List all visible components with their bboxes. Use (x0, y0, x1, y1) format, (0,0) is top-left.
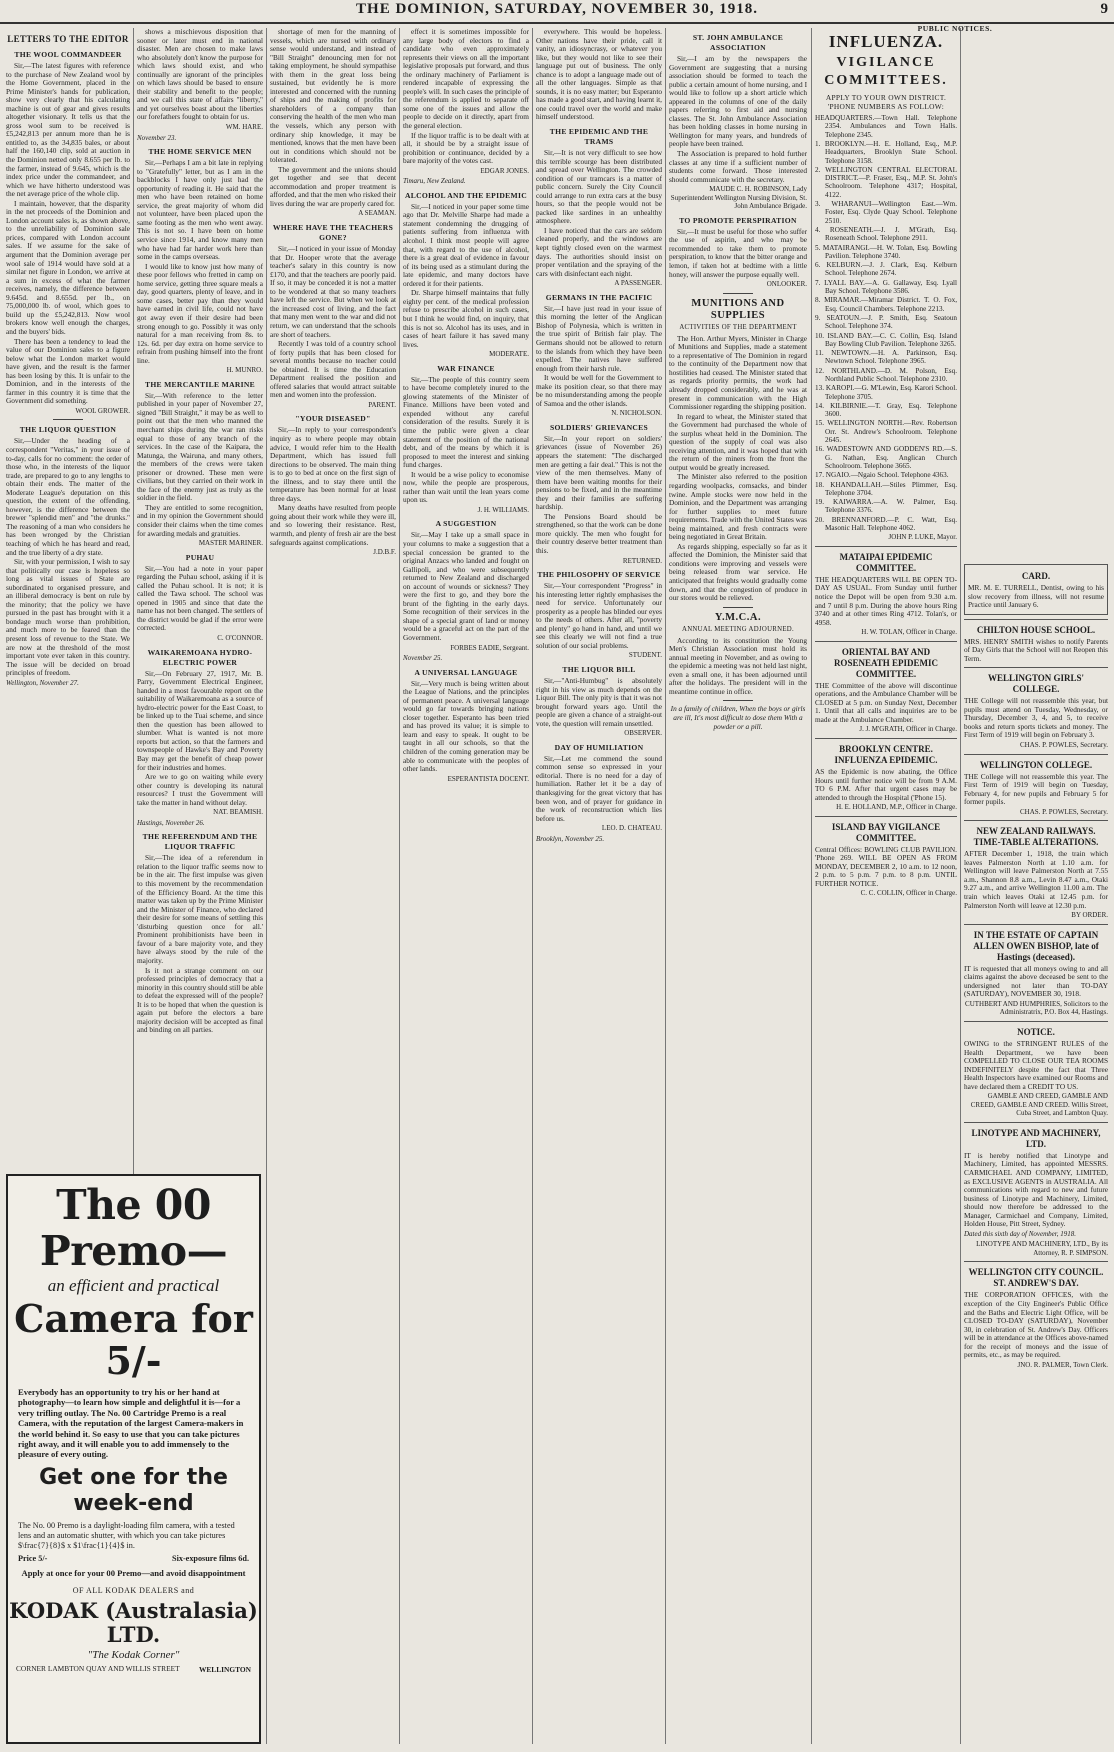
public-notices-label: PUBLIC NOTICES. (917, 24, 993, 33)
article-headline: MUNITIONS AND SUPPLIES (691, 297, 785, 321)
column-rule (266, 28, 267, 1744)
ad-city: WELLINGTON (198, 1664, 251, 1674)
article-paragraph: In regard to wheat, the Minister stated that the Government had purchased the whole of the surplus wheat held in the Dominion. The question of the supply of coal was also receiving attention, and it was hoped that with the return of the miners from the front the output would be greatly increased. (669, 411, 807, 472)
letter-signature: MASTER MARINER. (198, 539, 263, 548)
ymca-headline: Y.M.C.A. (714, 611, 762, 623)
section-heading-letters: LETTERS TO THE EDITOR (7, 34, 129, 44)
notice-signature: H. E. HOLLAND, M.P., Officer in Charge. (836, 803, 957, 812)
letter-heading: THE PHILOSOPHY OF SERVICE (537, 570, 661, 580)
notice-heading: IN THE ESTATE OF CAPTAIN ALLEN OWEN BISHOP, late of Hastings (deceased). (973, 929, 1099, 962)
district-item: 3. WHARANUI—Wellington East.—Wm. Foster, Esq. Clyde Quay School. Telephone 2510. (815, 200, 957, 225)
letter-paragraph: Sir,—Very much is being written about the League of Nations, and the principles of permanent peace. A universal language would go far towards bringing nations closer together. Esperanto has been tried and has proved its value; it is simple to learn and easy to speak. It ought to be taught in all our schools, so that the children of the coming generation may be able to communicate with the peoples of other lands. (403, 678, 529, 774)
letter-heading: THE HOME SERVICE MEN (148, 147, 252, 157)
mayor-signature: JOHN P. LUKE, Mayor. (888, 533, 957, 542)
district-item: 12. NORTHLAND.—D. M. Polson, Esq. Northland Public School. Telephone 2310. (815, 366, 957, 383)
ad-film-price: Six-exposure films 6d. (172, 1553, 249, 1563)
letter-paragraph: Sir,—With reference to the letter published in your paper of November 27, signed "Bill Straight," it may be as well to point out that the men who manned the merchant ships during the war ran risks equal to those of any branch of the services. In the case of the Kaipara, the Matunga, the Wairuna, and many others, the members of the crews were taken prisoner or drowned. These men were civilians, but they carried on their work in the face of the enemy just as truly as the soldier in the field. (137, 390, 263, 503)
letter-heading: THE MERCANTILE MARINE (144, 379, 256, 389)
notice-text: THE Committee of the above will discontinue operations, and the Ambulance Chamber will be CLOSED at 5 p.m. on Sunday Next, December 1. Until that all calls and inquiries are to be made at the Ambulance Chamber. (815, 680, 957, 724)
notice-text: THE College will not reassemble this year. The First Term of 1919 will begin on Tuesday, February 4, for new pupils and February 5 for former pupils. (964, 771, 1108, 807)
notice-signature: LINOTYPE AND MACHINERY, LTD., By its Attorney, R. P. SIMPSON. (976, 1240, 1108, 1257)
letter-paragraph: Sir,—It is not very difficult to see how this terrible scourge has been distributed and spread over Wellington. The crowded condition of our tramcars is a matter of public concern. Surely the City Council could arrange to run extra cars at the busy hours, so that the people would not be packed like sardines in an unhealthy atmosphere. (536, 148, 662, 226)
letter-dateline: November 25. (403, 654, 443, 663)
letter-heading: "YOUR DISEASED" (295, 414, 371, 424)
letter-paragraph: Is it not a strange comment on our professed principles of democracy that a minority in this country should still be able to defeat the expressed will of the people? It is to be hoped that when the question is again put before the electors a bare majority decision will be accepted as final and binding on all parties. (137, 965, 263, 1035)
letter-paragraph: The Pensions Board should be strengthened, so that the work can be done more quickly. The men who fought for their country deserve better treatment than this. (536, 511, 662, 555)
notice-text: IT is requested that all moneys owing to and all claims against the above deceased be sent to the undersigned not later than TO-DAY (SATURDAY), NOVEMBER 30, 1918. (964, 963, 1108, 999)
letter-heading: THE LIQUOR BILL (562, 665, 636, 674)
letter-heading: THE WOOL COMMANDEER (14, 50, 122, 59)
notice-heading: NEW ZEALAND RAILWAYS. TIME-TABLE ALTERATIONS. (973, 826, 1099, 848)
notice-signature: CHAS. P. POWLES, Secretary. (1019, 807, 1108, 816)
letter-paragraph: Sir, with your permission, I wish to say that politically our case is hopeless so long as vital issues of State are subordinated to organised pressure, and an illiberal democracy is bent on rule by the minority; that the policy we have pursued in the past has brought with it a bondage much worse than prohibition, and much more to be feared than the present loss of revenue to the State. We are now at the threshold of the most important vote ever taken in this country. The issue will be decided on broad principles of freedom. (6, 557, 130, 678)
notice-signature: J. J. M'GRATH, Officer in Charge. (859, 725, 957, 734)
district-item: 11. NEWTOWN.—H. A. Parkinson, Esq. Newtown School. Telephone 3965. (815, 349, 957, 366)
notice-heading: BROOKLYN CENTRE. INFLUENZA EPIDEMIC. (834, 744, 938, 765)
verse: In a family of children, When the boys or girls are ill, It's most difficult to dose them With a powder or a pill. (670, 704, 806, 731)
notice (964, 667, 1108, 749)
notice-signature: CHAS. P. POWLES, Secretary. (1019, 741, 1108, 750)
district-item: 18. KHANDALLAH.—Stiles Plimmer, Esq. Telephone 3704. (815, 480, 957, 497)
letter-signature: FORBES EADIE, Sergeant. (450, 643, 529, 652)
letter-paragraph: If the liquor traffic is to be dealt with at all, it should be by a straight issue of prohibition or continuance, decided by a bare majority of the votes cast. (403, 130, 529, 166)
article-paragraph: The Hon. Arthur Myers, Minister in Charge of Munitions and Supplies, made a statement to a representative of The Dominion in regard to the continuity of the Department now that hostilities had ceased. The Minister stated that as regards priority permits, the work had already dropped considerably, and he was at present in communication with the High Commissioner regarding the shipping position. (669, 333, 807, 412)
letter-signature: J.D.B.F. (373, 548, 396, 557)
letter-heading: THE EPIDEMIC AND THE TRAMS (549, 127, 649, 147)
notice-text: THE CORPORATION OFFICES, with the exception of the City Engineer's Public Office and the Baths and Electric Light Office, will be CLOSED TO-DAY (SATURDAY), November 30, in celebration of St. Andrew's Day. Officers will be in attendance at the Offices above-named for the receipt of moneys and the issue of permits, etc., as may be required. (964, 1290, 1108, 1360)
notice-signature: C. C. COLLIN, Officer in Charge. (860, 889, 957, 898)
letter-paragraph: Sir,—I am by the newspapers the Government are suggesting that a nursing association should be formed to teach the public a certain amount of home nursing, and I would like to follow up a short article which appeared in the columns of one of the daily papers referring to first aid and nursing classes. The St. John Ambulance Association has been holding classes in home nursing in Wellington for many years, and hundreds of people have been trained. (669, 54, 807, 149)
district-item: 14. KILBIRNIE.—T. Gray, Esq. Telephone 3600. (815, 401, 957, 419)
notice-signature: CUTHBERT AND HUMPHRIES, Solicitors to the Administratrix, P.O. Box 44, Hastings. (965, 999, 1108, 1017)
column-rule (532, 28, 533, 1744)
letter-paragraph: They are entitled to some recognition, and in my opinion the Government should consider their claims when the time comes for awarding medals and gratuities. (137, 502, 263, 538)
notice (964, 1122, 1108, 1258)
letter-paragraph: Sir,—You had a note in your paper regarding the Puhau school, asking if it is called the Puhau school. It is not; it is called the Tawa school. The school was opened in 1905 and since that date the name has not been changed. The settlers of the district would be glad if the error were corrected. (137, 563, 263, 633)
letter-heading: WHERE HAVE THE TEACHERS GONE? (272, 223, 394, 243)
letter-dateline: November 23. (137, 133, 177, 142)
column-4 (403, 28, 529, 1744)
ad-headline: The 00 Premo— (39, 1181, 228, 1275)
divider (53, 419, 83, 420)
notice-heading: WELLINGTON CITY COUNCIL. ST. ANDREW'S DAY. (968, 1267, 1104, 1289)
letter-heading: DAY OF HUMILIATION (554, 742, 644, 752)
letter-signature: NAT. BEAMISH. (213, 808, 263, 817)
column-7 (815, 28, 957, 1744)
letter-heading: WAR FINANCE (437, 363, 495, 373)
notice-heading: WELLINGTON COLLEGE. (979, 759, 1093, 770)
letter-paragraph: I maintain, however, that the disparity in the net proceeds of the Dominion and London account sales is, as shown above, to the unreliability of Dominion sale prices, compared with London account sales. If we assume for the sake of argument that the Dominion average per wool sale of 1914 would have sold at a similar net figure in London, we arrive at a sum in excess of what the farmer receives, namely, the difference between 9.645d. and 8.655d. per lb., on 75,000,000 lb. of wool, which goes to build up the £5,242,813. Now wool brokers know well enough the charges, and the buyers' bids. (6, 198, 130, 336)
column-8 (964, 560, 1108, 1744)
column-6 (669, 28, 807, 1744)
column-rule (811, 28, 812, 1744)
ad-camera-line: Camera for 5/- (14, 1296, 253, 1383)
district-item: HEADQUARTERS.—Town Hall. Telephone 2354. Ambulances and Town Halls. Telephone 2345. (815, 114, 957, 139)
notice-heading: ISLAND BAY VIGILANCE COMMITTEE. (831, 821, 941, 843)
letter-signature: MAUDE C. H. ROBINSON, Lady Superintendent Wellington Nursing Division, St. John Ambulance Brigade. (670, 185, 807, 211)
notice (815, 816, 957, 898)
notice-heading: MATAIPAI EPIDEMIC COMMITTEE. (839, 551, 933, 573)
letter-paragraph: effect it is sometimes impossible for any large body of electors to find a candidate who even approximately represents their views on all the important legislative proposals put forward, and thus the ordinary machinery of Parliament is rendered incapable of expressing the people's will. In such cases the principle of the referendum is applied to separate off some one of the issues and allow the people to decide on it directly, apart from the general election. (403, 28, 529, 131)
letter-heading: PUHAU (185, 552, 215, 562)
letter-signature: LEO. D. CHATEAU. (601, 824, 662, 833)
district-item: 5. MATAIRANGI.—H. W. Tolan, Esq. Bowling Pavilion. Telephone 3740. (815, 243, 957, 260)
article-paragraph: As regards shipping, especially so far as it affected the Dominion, the Minister said that conditions were improving and vessels were being released from war service. He anticipated that freights would gradually come down, and that the congestion of produce in our stores would be relieved. (669, 541, 807, 603)
district-list (815, 114, 957, 532)
letter-signature: OBSERVER. (624, 729, 662, 738)
district-item: 19. KAIWARRA.—A. W. Palmer, Esq. Telephone 3376. (815, 498, 957, 515)
masthead (0, 0, 1114, 24)
letter-paragraph: The government and the unions should get together and see that decent accommodation and proper treatment is afforded, and that the men who risked their lives during the war are properly cared for. (270, 164, 396, 208)
divider (723, 700, 753, 701)
notice-signature: GAMBLE AND CREED, GAMBLE AND CREED, GAMBLE AND CREED. Willis Street, Cuba Street, and Lambton Quay. (970, 1092, 1108, 1118)
article-paragraph: According to its constitution the Young Men's Christian Association must hold its annual meeting in November, and as owing to the epidemic a meeting was not held last night, even a small one, it has been adjourned until after the holidays. The president will in the meantime continue in office. (669, 635, 807, 696)
district-item: 13. KAROPI.—G. M'Lewin, Esq. Karori School. Telephone 3705. (815, 384, 957, 401)
letter-dateline: Hastings, November 26. (137, 818, 205, 827)
column-rule (399, 28, 400, 1744)
notice (964, 1261, 1108, 1369)
article-subheadline: ACTIVITIES OF THE DEPARTMENT (679, 323, 797, 331)
letter-paragraph: everywhere. This would be hopeless. Other nations have their pride, call it vanity, an idiosyncrasy, or whatever you like, but they would not like to see their language put out of business. The only chance is to adopt a language made out of all the other languages. Simple as that sounds, it is no easy matter; but Esperanto has made a good start, and having learnt it, one could travel over the world and make himself understood. (536, 28, 662, 122)
letter-paragraph: Sir,—"Anti-Humbug" is absolutely right in his view as much depends on the Liquor Bill. The only pity is that it was not brought forward years ago. Until the people are given a chance of a straight-out vote, the question will remain unsettled. (536, 676, 662, 728)
letter-dateline: Wellington, November 27. (6, 678, 79, 687)
letter-paragraph: shortage of men for the manning of vessels, which are nursed with ordinary sense would understand, and instead of "Bill Straight" denouncing men for not taking employment, he should sympathise with them in the great loss being sustained, but evidently he is more interested and concerned with the running of ships and the making of profits for shareholders of a company than conserving the health of the men who man the vessels, which any person with ordinary ship knowledge, it may be mentioned, knows that the men have been out in conditions which should not be tolerated. (270, 28, 396, 165)
letter-signature: EDGAR JONES. (480, 166, 529, 175)
district-item: 1. BROOKLYN.—H. E. Holland, Esq., M.P. Headquarters, Brooklyn State School. Telephone 3158. (815, 139, 957, 165)
column-5 (536, 28, 662, 1744)
notice-text: THE HEADQUARTERS WILL BE OPEN TO-DAY AS USUAL. From Sunday until further notice the Depot will be open from 9.30 a.m. and 7 until 8 p.m. During the above hours Ring 3740 and at other times Ring 4712. Tolan's, or 4958. (815, 574, 957, 627)
letter-signature: J. H. WILLIAMS. (477, 505, 529, 514)
ad-apply-line: Apply at once for your 00 Premo—and avoid disappointment (21, 1567, 246, 1578)
notice-heading: WELLINGTON GIRLS' COLLEGE. (987, 673, 1085, 695)
vigilance-heading: VIGILANCE COMMITTEES. (824, 55, 948, 88)
letter-heading: ST. JOHN AMBULANCE ASSOCIATION (692, 33, 784, 52)
district-item: 20. BRENNANFORD.—P. C. Watt, Esq. Masonic Hall. Telephone 4062. (815, 515, 957, 533)
letter-paragraph: Sir,—Your correspondent "Progress" in his interesting letter rightly emphasises the need for service. Unfortunately our prosperity as a people has blinded our eyes to the needs of others. After all, "poverty and plenty" go hand in hand, and until we see this clearly we will not find a true solution of our social problems. (536, 581, 662, 650)
notice-heading: ORIENTAL BAY AND ROSENEATH EPIDEMIC COMMITTEE. (833, 646, 939, 679)
ad-weekend-headline: Get one for the week-end (39, 1464, 228, 1516)
district-item: 9. SEATOUN.—J. P. Smith, Esq. Seatoun School. Telephone 374. (815, 313, 957, 331)
letter-paragraph: Sir,—On February 27, 1917, Mr. B. Parry, Government Electrical Engineer, handed in a most favourable report on the suitability of Waikaremoana as a source of hydro-electric power for the East Coast, to be linked up to the Tuai scheme, and since then the question has been allowed to slumber. What is wanted is not more reports but action, so that the farmers and townspeople of Hawke's Bay and Poverty Bay may get the benefit of cheap power for their industries and homes. (137, 668, 263, 772)
notice-text: MR. M. E. TURRELL, Dentist, owing to his slow recovery from illness, will not resume Practice until January 6. (968, 583, 1104, 610)
letter-paragraph: Sir,—Perhaps I am a bit late in replying to "Gratefully" letter, but as I am in the backblocks I have only just had the opportunity of reading it. He said that the men who have been retained on home service, the great majority of whom did not volunteer, have been placed upon the same footing as the men who went away. This is not so. I have been on home service since 1914, and know many men who have had far harder work here than some in the camps overseas. (137, 158, 263, 262)
letter-signature: ONLOOKER. (766, 280, 807, 289)
letter-signature: N. NICHOLSON. (611, 409, 662, 418)
letter-signature: A PASSENGER. (614, 279, 662, 288)
letter-signature: C. O'CONNOR. (217, 634, 263, 642)
letter-signature: PARENT. (368, 400, 396, 409)
column-2 (137, 28, 263, 1744)
ad-tagline: an efficient and practical (47, 1276, 220, 1295)
notice-signature: JNO. R. PALMER, Town Clerk. (1017, 1360, 1108, 1369)
notice (964, 820, 1108, 919)
district-item: 2. WELLINGTON CENTRAL ELECTORAL DISTRICT.—P. Fraser, Esq., M.P. St. John's Schoolroom. Telephone 4317; Hospital, 4122. (815, 165, 957, 199)
letter-signature: RETURNED. (622, 556, 662, 565)
column-rule (665, 28, 666, 1744)
notice (815, 641, 957, 734)
letter-signature: STUDENT. (628, 651, 662, 660)
ad-body: Everybody has an opportunity to try his or her hand at photography—to learn how simple and delightful it is—for a very trifling outlay. The No. 00 Cartridge Premo is a real Camera, with the reputation of the largest Camera-makers in the world behind it. So easy to use that you can take pictures right away, and it will enable you to add immensely to the pleasure of every outing. (18, 1387, 244, 1460)
notice-card (964, 564, 1108, 615)
letter-paragraph: shows a mischievous disposition that sooner or later must end in national disaster. Men are chosen to make laws who absolutely don't know the purpose for which laws should exist, and who continually are ignorant of the principles on which laws should be based to ensure their stability and benefit to the people; and we call this state of affairs "liberty," and yet ourselves boast about the liberties our forefathers fought to obtain for us. (137, 28, 263, 122)
letter-paragraph: Are we to go on waiting while every other country is developing its natural resources? I trust the Government will take the matter in hand without delay. (137, 772, 263, 807)
notice-signature: H. W. TOLAN, Officer in Charge. (861, 628, 957, 637)
letter-paragraph: Sir,—May I take up a small space in your columns to make a suggestion that a special concession be granted to the original Anzacs who landed and fought on Gallipoli, and who were subsequently returned to New Zealand and discharged on account of wounds or sickness? They were the first to go, and they bore the brunt of the fighting in the early days. Some recognition of their services in the shape of a special grant of land or money would be a graceful act on the part of the Government. (403, 530, 529, 642)
divider (723, 293, 753, 294)
letter-signature: WM. HARE. (225, 123, 263, 132)
ad-body-secondary: The No. 00 Premo is a daylight-loading film camera, with a tested lens and an automatic shutter, with which you can take pictures $\frac{7}{8}$ x $1\frac{1}{4}$ in. (18, 1520, 235, 1550)
influenza-heading: INFLUENZA. (828, 32, 944, 51)
letter-paragraph: Sir,—In reply to your correspondent's inquiry as to where people may obtain advice, I would refer him to the Health Department, which has issued full directions to be observed. The main thing is to go to bed at once on the first sign of the illness, and to stay there until the temperature has been normal for at least three days. (270, 425, 396, 503)
letter-heading: A SUGGESTION (435, 519, 497, 529)
letter-paragraph: The Association is prepared to hold further classes at any time if a sufficient number of students come forward. Those interested should communicate with the secretary. (669, 149, 807, 184)
notice-text: THE College will not reassemble this year, but pupils must attend on Tuesday, Wednesday, or Thursday, December 3, 4, and 5, to receive books and return sports tickets and money. The First Term of 1919 will begin on February 3. (964, 696, 1108, 740)
letter-heading: A UNIVERSAL LANGUAGE (414, 667, 518, 677)
letter-dateline: Brooklyn, November 25. (536, 834, 605, 843)
notice-text: AS the Epidemic is now abating, the Office Hours until further notice will be from 9 A.M. TO 6 P.M. After that urgent cases may be attended to through the Hospital ('Phone 15). (815, 767, 957, 802)
notice-heading: NOTICE. (1017, 1026, 1055, 1037)
column-rule (960, 28, 961, 1744)
notice-text: Central Offices: BOWLING CLUB PAVILION. 'Phone 269. WILL BE OPEN AS FROM MONDAY, DECEMBER 2, 10 a.m. to 12 noon, 2 p.m. to 5 p.m. 7 p.m. to 8 p.m. UNTIL FURTHER NOTICE. (815, 844, 957, 888)
notice (964, 924, 1108, 1017)
letter-paragraph: Dr. Sharpe himself maintains that fully eighty per cent. of the medical profession refuse to prescribe alcohol in such cases, but I think he would find, on inquiry, that this is not so. Alcohol has its uses, and in cases of heart failure it has saved many lives. (403, 288, 529, 349)
notice (815, 738, 957, 812)
article-paragraph: The Minister also referred to the position regarding woolpacks, cornsacks, and binder twine. Ample stocks were now held in the Dominion, and the Department was arranging for further supplies to meet future requirements. Trade with the United States was being maintained, and fresh contracts were being negotiated in Great Britain. (669, 472, 807, 542)
district-item: 4. ROSENEATH.—J. J. M'Grath, Esq. Roseneath School. Telephone 2911. (815, 225, 957, 243)
notice-heading: LINOTYPE AND MACHINERY, LTD. (971, 1127, 1101, 1149)
district-item: 17. NGAIO.—Ngaio School. Telephone 4363. (815, 471, 949, 480)
apply-instructions: APPLY TO YOUR OWN DISTRICT. 'PHONE NUMBERS AS FOLLOW: (825, 93, 947, 111)
notice-heading: CHILTON HOUSE SCHOOL. (976, 624, 1096, 635)
notice-text: MRS. HENRY SMITH wishes to notify Parents of Day Girls that the School will not Reopen this Term. (964, 636, 1108, 663)
ad-dealers: OF ALL KODAK DEALERS and (72, 1585, 195, 1595)
letter-paragraph: I have noticed that the cars are seldom cleaned properly, and the windows are kept tightly closed even on the warmest days. The authorities should insist on proper ventilation and the spraying of the cars with disinfectant each night. (536, 225, 662, 278)
district-item: 7. LYALL BAY.—A. G. Gallaway, Esq. Lyall Bay School. Telephone 3586. (815, 278, 957, 296)
letter-signature: MODERATE. (489, 350, 529, 359)
notice (964, 754, 1108, 817)
notice (815, 546, 957, 637)
letter-heading: ALCOHOL AND THE EPIDEMIC (404, 190, 528, 200)
district-item: 15. WELLINGTON NORTH.—Rev. Robertson Orr. St. Andrew's Schoolroom. Telephone 2645. (815, 419, 957, 445)
letter-heading: THE LIQUOR QUESTION (19, 425, 117, 435)
letter-heading: WAIKAREMOANA HYDRO-ELECTRIC POWER (147, 647, 253, 667)
letter-signature: A SEAMAN. (358, 209, 396, 218)
notice-text: OWING to the STRINGENT RULES of the Health Department, we have been COMPELLED TO CLOSE OUR TEA ROOMS INDEFINITELY despite the fact that Three Health Inspectors have examined our Rooms and have declared them a CREDIT TO US. (964, 1038, 1108, 1091)
column-3 (270, 28, 396, 1744)
ad-price: Price 5/- (18, 1553, 48, 1563)
notice-date: Dated this sixth day of November, 1918. (964, 1229, 1076, 1238)
notice-text: IT is hereby notified that Linotype and Machinery, Limited, has appointed MESSRS. CARMICHAEL AND COMPANY, LIMITED, as EXCLUSIVE AGENTS in AUSTRALIA. All communications with regard to new and future business of Linotype and Machinery, Limited, should now therefore be addressed to the Manager, Carmichael and Company, Limited, Holden House, Pitt Street, Sydney. (964, 1150, 1108, 1229)
notice (964, 619, 1108, 664)
ad-brand: KODAK (Australasia) LTD. (9, 1597, 258, 1647)
letter-paragraph: Sir,—It must be useful for those who suffer the use of aspirin, and who may be recommended to take them to promote perspiration, to know that the bitter orange and lemon, if taken hot at bedtime with a little honey, will answer the purpose equally well. (669, 226, 807, 279)
notice (964, 1021, 1108, 1118)
letter-paragraph: Sir,—Under the heading of a correspondent "Veritas," in your issue of to-day, calls for no comment: the order of those who, in the interests of the liquor trade, are prepared to go to any lengths to obtain their ends. The matter of the Moderate League's deputation on this question, the extent of the offending, however, is the difference between the brewer "splendid men" and "the drunks." The reasoning of a man who considers he has been wronged by the Christian teaching of which he has heard and read, and the true liberty of a dry state. (6, 436, 130, 557)
letter-paragraph: Sir,—The latest figures with reference to the purchase of New Zealand wool by the Home Government, placed in the Prime Minister's hands for publication, show very clearly that his calculating machine is out of gear and gives results altogether visionary. It tells us that the gross wool sum to be received is £5,242,813 per annum more than he is entitled to, as the 34,835 bales, or about half the 160,140 clip, sold at auction in the Dominion netted only 8.655 per lb. to the farmer, instead of 9.645, which is the index price under the commandeer, and which we have hitherto understood was the net average price of the whole clip. (6, 61, 130, 199)
letter-paragraph: There has been a tendency to lead the value of our Dominion sales to a figure below what the London market would have given, and the result is the farmer has been losing by this. It is unfair to the Dominion, and in the interests of the farmer in this country it is time that the Government did something. (6, 336, 130, 406)
letter-signature: ESPERANTISTA DOCENT. (447, 774, 529, 783)
notice-signature: BY ORDER. (1071, 911, 1108, 920)
column-1 (6, 28, 130, 1168)
letter-paragraph: It would be a wise policy to economise now, while the people are prosperous, rather than wait until the lean years come upon us. (403, 469, 529, 505)
letter-heading: GERMANS IN THE PACIFIC (545, 292, 653, 302)
divider (723, 607, 753, 608)
letter-paragraph: Sir,—Let me commend the sound common sense so expressed in your editorial. There is no need for a day of humiliation. Rather let it be a day of thanksgiving for the great victory that has been won, and of prayer for guidance in the work of reconstruction which lies before us. (536, 753, 662, 823)
district-item: 6. KELBURN.—J. J. Clark, Esq. Kelburn School. Telephone 2674. (815, 261, 957, 278)
ymca-subheadline: ANNUAL MEETING ADJOURNED. (681, 625, 795, 633)
letter-paragraph: Sir,—In your report on soldiers' grievances (issue of November 26) appears the statement: "The discharged men are getting a fair deal." This is not the view of the men themselves. Many of them have been waiting months for their pensions to be fixed, and in the meantime they and their families are suffering hardship. (536, 433, 662, 512)
letter-paragraph: I would like to know just how many of these poor fellows who fretted in camp on home service, getting three square meals a day, good quarters, plenty of leave, and in some cases, better pay than they would have earned in civil life, could not have got away even if their desire had been strong enough to go. Possibly it was only natural for a man receiving from 8s. to 12s. 6d. per day extra on home service to refrain from pushing himself into the front line. (137, 261, 263, 365)
letter-dateline: Timaru, New Zealand. (403, 177, 466, 186)
district-item: 10. ISLAND BAY.—C. C. Collin, Esq. Island Bay Bowling Club Pavilion. Telephone 3265. (815, 331, 957, 348)
letter-paragraph: Many deaths have resulted from people going about their work while they were ill, and so lowering their resistance. Rest, warmth, and plenty of fresh air are the best safeguards against complications. (270, 503, 396, 547)
district-item: 16. WADESTOWN AND GODDEN'S RD.—S. G. Nathan, Esq. Anglican Church Schoolroom. Telephone 3665. (815, 445, 957, 470)
letter-heading: TO PROMOTE PERSPIRATION (679, 215, 797, 225)
letter-paragraph: Sir,—The people of this country seem to have become completely inured to the glowing statements of the Minister of Finance. Millions have been voted and expended without any careful consideration of the results. Surely it is time the public were given a clear statement of the position of the national debt, and of the means by which it is proposed to meet the interest and sinking fund charges. (403, 374, 529, 470)
letter-heading: SOLDIERS' GRIEVANCES (549, 422, 649, 432)
letter-heading: THE REFERENDUM AND THE LIQUOR TRAFFIC (142, 832, 258, 852)
ad-corner: "The Kodak Corner" (87, 1648, 180, 1661)
district-item: 8. MIRAMAR.—Miramar District. T. O. Fox, Esq. Council Chambers. Telephone 2213. (815, 296, 957, 313)
letter-paragraph: Sir,—I noticed in your issue of Monday that Dr. Hooper wrote that the average teacher's salary in this country is now £170, and that the teachers are poorly paid. If so, it may be conceded it is not a matter to be wondered at that so many teachers have left the service. But when we look at the increased cost of living, and the fact that many men went to the war and did not return, we can understand that the schools are short of teachers. (270, 244, 396, 339)
notice-heading: CARD. (1021, 571, 1051, 581)
letter-signature: WOOL GROWER. (75, 406, 130, 415)
letter-paragraph: It would be well for the Government to make its position clear, so that there may be no misunderstanding among the people of Samoa and the other islands. (536, 373, 662, 408)
notice-text: AFTER December 1, 1918, the train which leaves Palmerston North at 1.10 a.m. for Wellington will leave Palmerston North at 7.55 a.m., Shannon 8.8 a.m., Levin 8.47 a.m., Otaki 9.27 a.m., and arrive Wellington 11.00 a.m. The train which leaves Otaki at 12.45 p.m. for Palmerston North will leave at 12.30 p.m. (964, 849, 1108, 910)
letter-paragraph: Sir,—I noticed in your paper some time ago that Dr. Melville Sharpe had made a statement condemning the drugging of patients suffering from influenza with alcohol. I think most people will agree that, with regard to the use of alcohol, there is a great deal of evidence in favour of its being used as a stimulant during the late epidemic, and many doctors have ordered it for their patients. (403, 201, 529, 288)
ad-address: CORNER LAMBTON QUAY AND WILLIS STREET (16, 1664, 180, 1674)
letter-paragraph: Sir,—The idea of a referendum in relation to the liquor traffic seems now to be in the air. The first impulse was given to this movement by the recommendation of the Efficiency Board. At the time this matter was taken up by the Prime Minister and the Minister of Finance, who declared their desire for some means of settling this 'disturbing question once for all.' Prominent prohibitionists have been in favour of a bare majority vote, and they have always stood by the rule of the majority. (137, 853, 263, 965)
masthead-title: THE DOMINION, SATURDAY, NOVEMBER 30, 1918. (356, 1, 758, 17)
letter-paragraph: Sir,—I have just read in your issue of this morning the letter of the Anglican Bishop of Polynesia, which is written in the true spirit of British fair play. The Germans should not be allowed to return to the islands from which they have been expelled. The natives have suffered enough from their harsh rule. (536, 303, 662, 373)
letter-signature: H. MUNRO. (226, 366, 263, 375)
letter-paragraph: Recently I was told of a country school of forty pupils that has been closed for several months because no teacher could be obtained. It is time the Education Department realised the position and offered salaries that would attract suitable men and women into the profession. (270, 339, 396, 400)
page-number: 9 (1100, 1, 1108, 17)
